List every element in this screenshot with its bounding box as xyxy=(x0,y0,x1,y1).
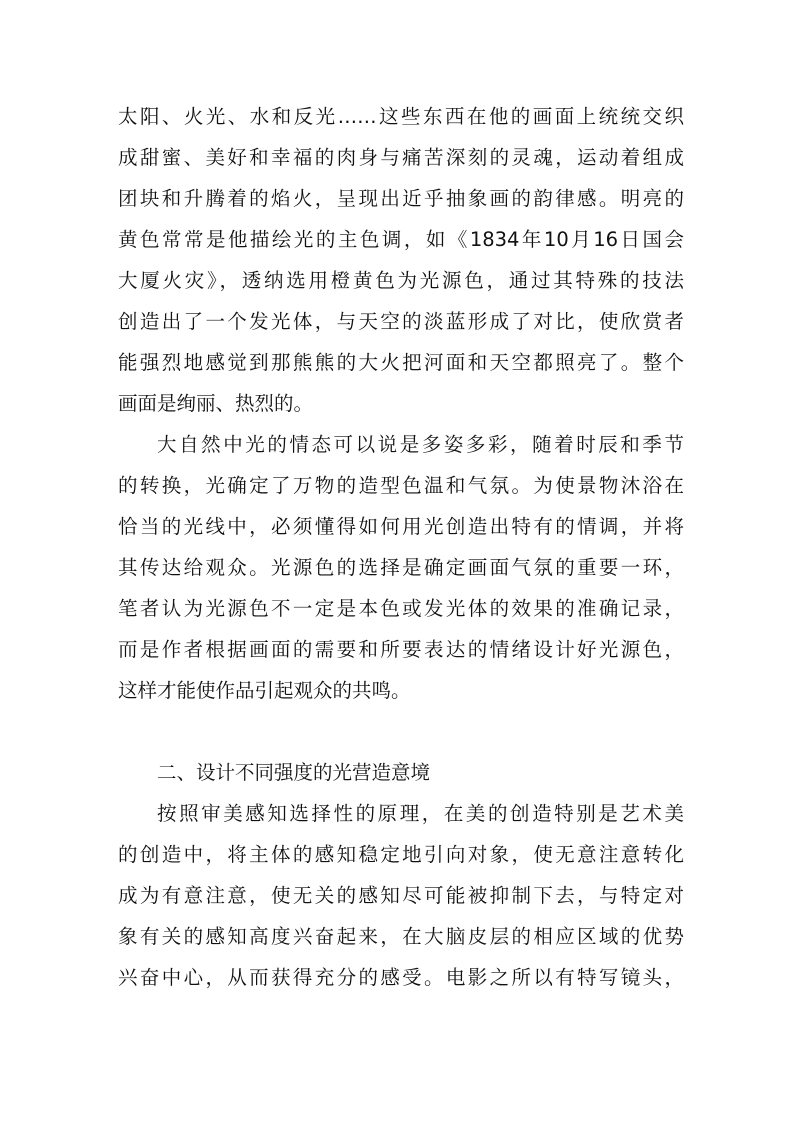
text-line: 而是作者根据画面的需要和所要表达的情绪设计好光源色， xyxy=(118,638,684,661)
text-line: 笔者认为光源色不一定是本色或发光体的效果的准确记录， xyxy=(118,597,684,620)
text-line: 兴奋中心，从而获得充分的感受。电影之所以有特写镜头， xyxy=(118,966,684,989)
text-line: 能强烈地感觉到那熊熊的大火把河面和天空都照亮了。整个 xyxy=(118,351,684,374)
paragraph-light-source-color xyxy=(118,424,684,711)
text-line: 团块和升腾着的焰火，呈现出近乎抽象画的韵律感。明亮的 xyxy=(118,187,684,210)
text-line: 这样才能使作品引起观众的共鸣。 xyxy=(118,679,411,702)
paragraph-aesthetic-perception xyxy=(118,793,684,998)
section-heading-text: 二、设计不同强度的光营造意境 xyxy=(157,761,431,784)
text-line: 大自然中光的情态可以说是多姿多彩，随着时辰和季节 xyxy=(157,433,684,456)
text-line: 成甜蜜、美好和幸福的肉身与痛苦深刻的灵魂，运动着组成 xyxy=(118,146,684,169)
text-line: 黄色常常是他描绘光的主色调，如《1834年10月16日国会 xyxy=(118,228,684,251)
text-line: 象有关的感知高度兴奋起来，在大脑皮层的相应区域的优势 xyxy=(118,925,684,948)
text-line: 太阳、火光、水和反光……这些东西在他的画面上统统交织 xyxy=(118,105,684,128)
text-line: 恰当的光线中，必须懂得如何用光创造出特有的情调，并将 xyxy=(118,515,684,538)
text-line: 创造出了一个发光体，与天空的淡蓝形成了对比，使欣赏者 xyxy=(118,310,684,333)
section-heading xyxy=(118,752,684,793)
text-line: 的转换，光确定了万物的造型色温和气氛。为使景物沐浴在 xyxy=(118,474,684,497)
text-line: 其传达给观众。光源色的选择是确定画面气氛的重要一环， xyxy=(118,556,684,579)
text-line: 的创造中，将主体的感知稳定地引向对象，使无意注意转化 xyxy=(118,843,684,866)
text-line: 成为有意注意，使无关的感知尽可能被抑制下去，与特定对 xyxy=(118,884,684,907)
text-line: 大厦火灾》，透纳选用橙黄色为光源色，通过其特殊的技法 xyxy=(118,269,684,292)
paragraph-turner-light xyxy=(118,96,684,424)
text-line: 画面是绚丽、热烈的。 xyxy=(118,392,314,415)
text-line: 按照审美感知选择性的原理，在美的创造特别是艺术美 xyxy=(157,802,684,825)
